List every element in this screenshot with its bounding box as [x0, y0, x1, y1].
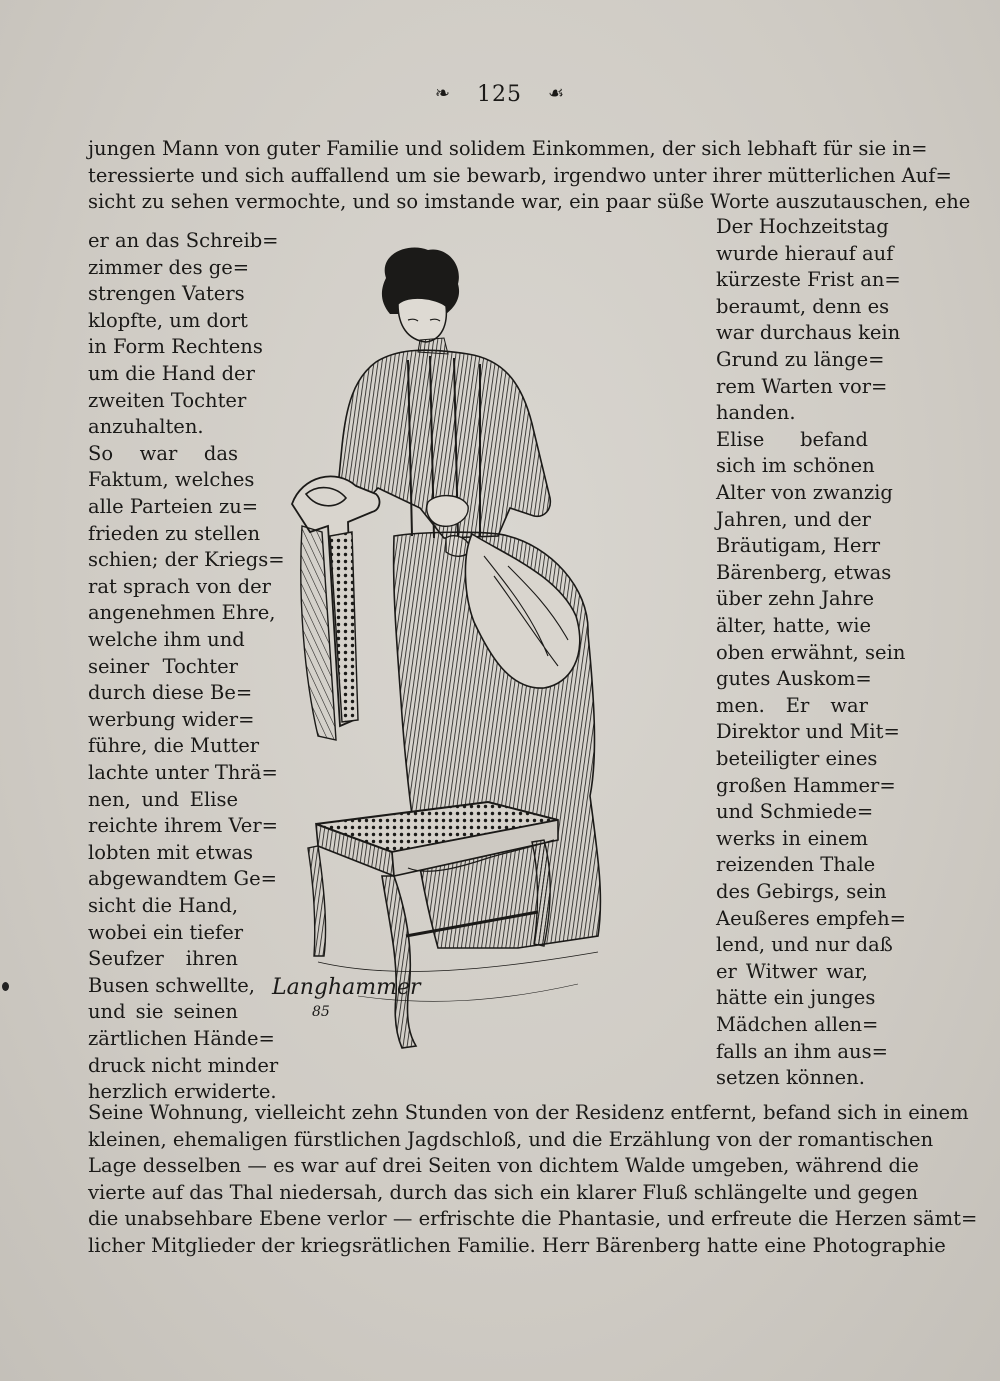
left-column-line: durch diese Be=: [88, 681, 253, 705]
top-lines-line: jungen Mann von guter Familie und solidem Einkommen, der sich lebhaft für sie in=: [88, 137, 928, 160]
left-column-line: angenehmen Ehre,: [88, 601, 276, 625]
left-column-line: führe, die Mutter: [88, 734, 260, 758]
bottom-lines-line: die unabsehbare Ebene verlor — erfrischte die Phantasie, und erfreute die Herzen sämt=: [88, 1207, 978, 1231]
left-column-line: So war das: [88, 441, 238, 465]
left-column-line: nen, und Elise: [88, 787, 238, 811]
left-column-line: Seufzer ihren: [88, 947, 238, 971]
artist-signature-year: 85: [312, 1004, 330, 1020]
right-column-line: kürzeste Frist an=: [716, 268, 901, 292]
right-column-line: Der Hochzeitstag: [716, 215, 889, 238]
right-column-line: und Schmiede=: [716, 800, 874, 824]
right-column-line: beteiligter eines: [716, 747, 878, 770]
right-column-line: Mädchen allen=: [716, 1013, 879, 1036]
right-column-line: hätte ein junges: [716, 986, 876, 1010]
bottom-lines-line: kleinen, ehemaligen fürstlichen Jagdschloß, und die Erzählung von der romantischen: [88, 1127, 934, 1151]
left-column-line: reichte ihrem Ver=: [88, 814, 278, 838]
right-column-line: älter, hatte, wie: [716, 614, 872, 637]
right-column-line: rem Warten vor=: [716, 374, 888, 398]
page-number: 125: [476, 82, 522, 107]
left-column-line: sicht die Hand,: [88, 894, 239, 917]
left-column-line: Faktum, welches: [88, 468, 255, 492]
left-column-line: wobei ein tiefer: [88, 920, 244, 944]
right-column-line: setzen können.: [716, 1066, 865, 1090]
right-column-line: großen Hammer=: [716, 773, 896, 797]
right-column-line: reizenden Thale: [716, 853, 876, 877]
artist-signature: Langhammer: [272, 975, 421, 1000]
right-column-line: wurde hierauf auf: [716, 241, 894, 265]
right-column-line: men. Er war: [716, 693, 868, 717]
left-column-line: und sie seinen: [88, 1000, 238, 1024]
bottom-lines-line: Lage desselben — es war auf drei Seiten von dichtem Walde umgeben, während die: [88, 1154, 919, 1178]
right-column-line: über zehn Jahre: [716, 587, 875, 611]
left-column-line: abgewandtem Ge=: [88, 867, 278, 891]
right-column-line: Bräutigam, Herr: [716, 534, 881, 558]
right-column-line: gutes Auskom=: [716, 667, 872, 691]
right-column-line: werks in einem: [716, 826, 868, 850]
left-column-line: zweiten Tochter: [88, 388, 247, 412]
right-column-line: Bärenberg, etwas: [716, 560, 892, 584]
bottom-lines-line: vierte auf das Thal niedersah, durch das sich ein klarer Fluß schlängelte und gegen: [88, 1180, 919, 1204]
right-column-line: Grund zu länge=: [716, 348, 885, 371]
left-column-line: werbung wider=: [88, 707, 255, 731]
left-column-line: frieden zu stellen: [88, 521, 261, 545]
left-column-line: zimmer des ge=: [88, 255, 250, 279]
left-column-line: schien; der Kriegs=: [88, 548, 285, 572]
left-column-line: zärtlichen Hände=: [88, 1027, 275, 1050]
right-column-line: lend, und nur daß: [716, 933, 893, 957]
ornament-right-icon: ☙: [547, 83, 566, 104]
left-column-line: Busen schwellte,: [88, 973, 255, 997]
left-column-line: in Form Rechtens: [88, 335, 263, 359]
right-column-line: des Gebirgs, sein: [716, 880, 887, 903]
woman-with-chair-engraving-icon: [258, 236, 698, 1084]
right-column-line: falls an ihm aus=: [716, 1039, 888, 1063]
left-column-line: lobten mit etwas: [88, 840, 254, 864]
right-column-line: sich im schönen: [716, 454, 875, 478]
right-column-line: Alter von zwanzig: [716, 481, 893, 504]
illustration: [258, 236, 698, 1084]
right-column-line: beraumt, denn es: [716, 294, 890, 318]
right-column-line: Direktor und Mit=: [716, 720, 900, 744]
right-column-line: war durchaus kein: [716, 321, 901, 345]
page-header: [0, 82, 1000, 107]
left-column-line: herzlich erwiderte.: [88, 1080, 277, 1104]
left-column-line: lachte unter Thrä=: [88, 761, 278, 784]
left-column-line: seiner Tochter: [88, 654, 238, 678]
right-column-line: handen.: [716, 401, 796, 425]
left-column-line: anzuhalten.: [88, 415, 204, 439]
right-column-line: Jahren, und der: [716, 507, 871, 531]
bottom-lines-line: licher Mitglieder der kriegsrätlichen Familie. Herr Bärenberg hatte eine Photographie: [88, 1234, 946, 1257]
left-column-line: um die Hand der: [88, 362, 255, 385]
right-column-line: Elise befand: [716, 427, 868, 451]
left-column-line: welche ihm und: [88, 628, 245, 651]
left-column-line: strengen Vaters: [88, 282, 245, 306]
left-column-line: druck nicht minder: [88, 1053, 279, 1077]
right-column-line: oben erwähnt, sein: [716, 640, 906, 664]
ornament-left-icon: ❧: [434, 83, 451, 104]
bottom-lines-line: Seine Wohnung, vielleicht zehn Stunden von der Residenz entfernt, befand sich in einem: [88, 1101, 969, 1124]
top-lines-line: sicht zu sehen vermochte, und so imstande war, ein paar süße Worte auszutauschen, ehe: [88, 190, 971, 213]
left-column-line: alle Parteien zu=: [88, 495, 259, 518]
left-column-line: er an das Schreib=: [88, 229, 279, 252]
right-column-line: Aeußeres empfeh=: [716, 906, 906, 930]
top-lines-line: teressierte und sich auffallend um sie bewarb, irgendwo unter ihrer mütterlichen Auf=: [88, 163, 952, 187]
edge-ink-dot: [2, 982, 9, 991]
left-column-line: klopfte, um dort: [88, 308, 248, 332]
left-column-line: rat sprach von der: [88, 574, 271, 598]
right-column-line: er Witwer war,: [716, 959, 868, 983]
